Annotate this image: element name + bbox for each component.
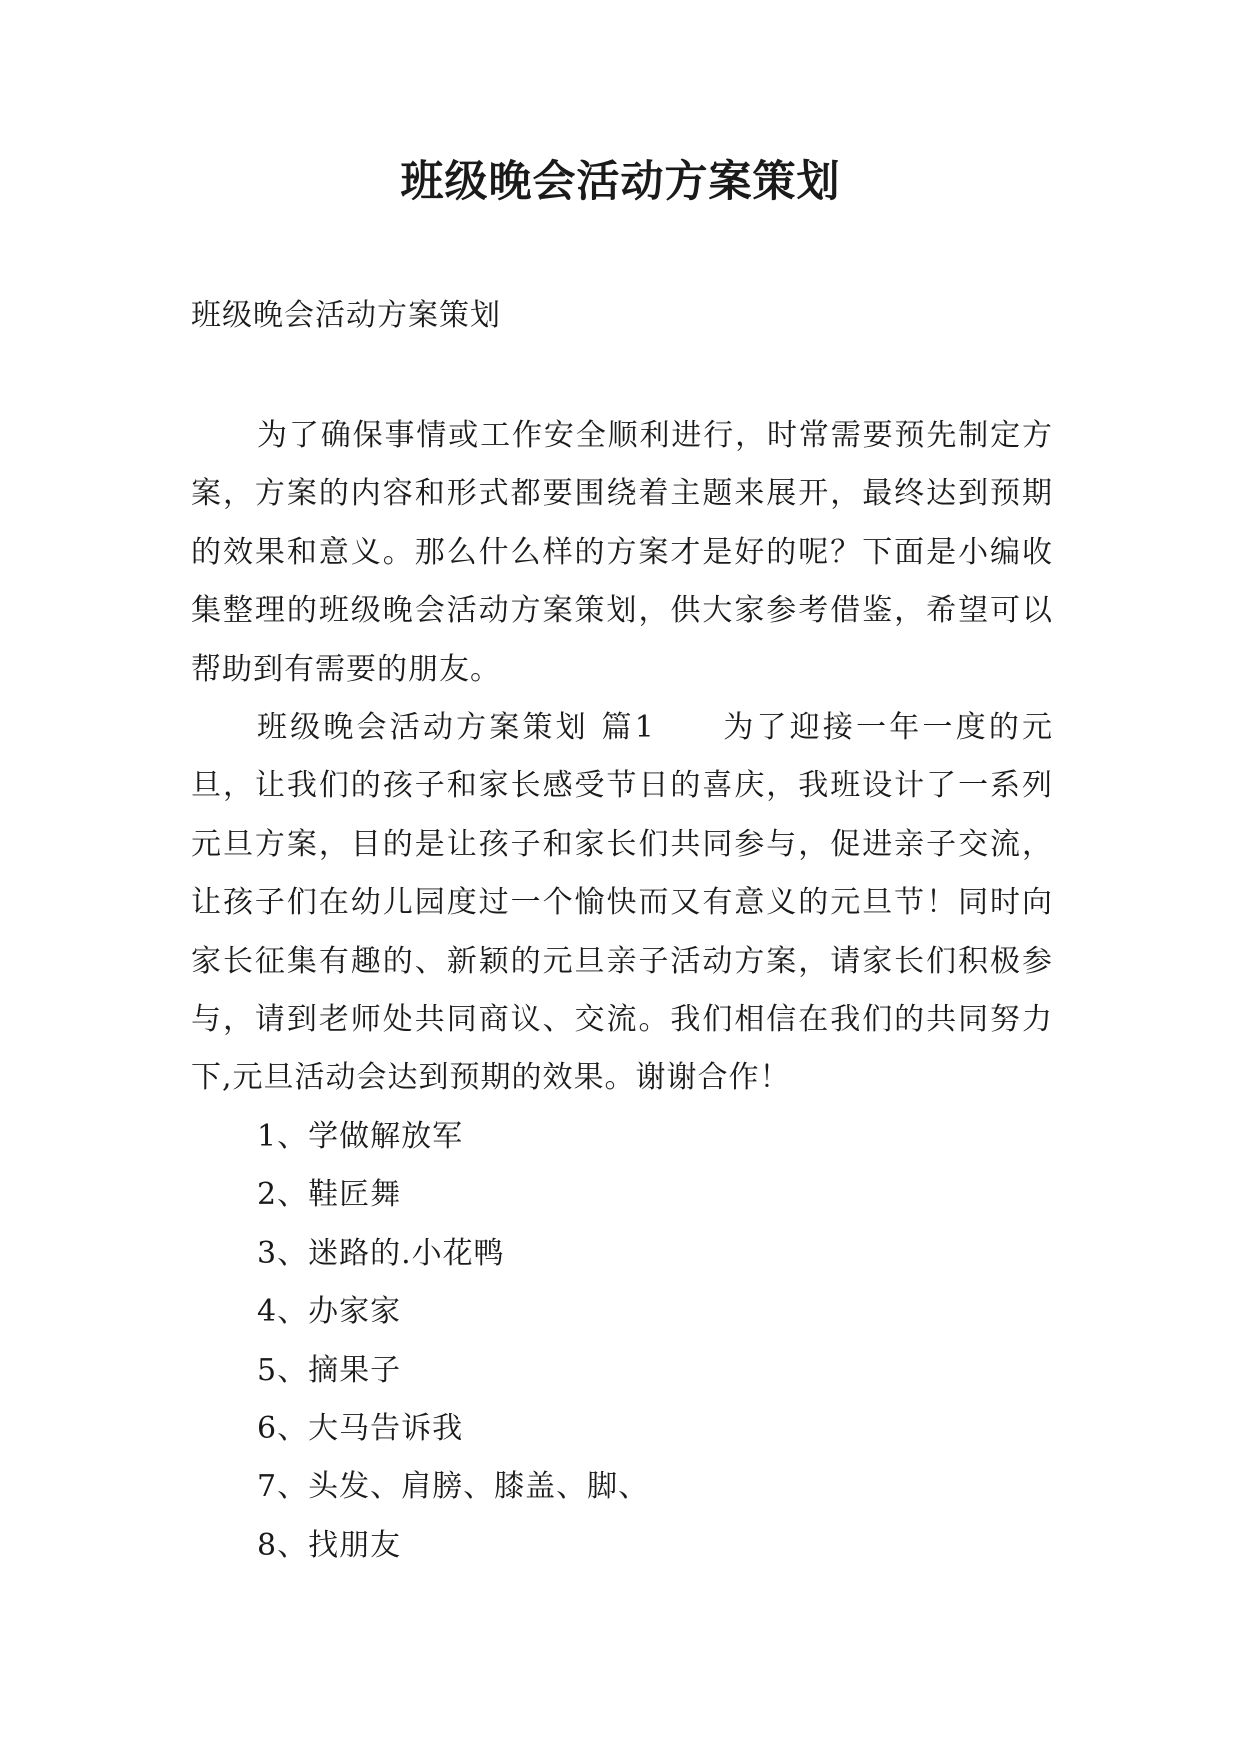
list-item: 6、大马告诉我 — [257, 1410, 464, 1446]
list-item: 5、摘果子 — [257, 1352, 402, 1388]
activity-list — [191, 1108, 1053, 1575]
list-item: 4、办家家 — [257, 1294, 402, 1330]
list-item: 1、学做解放军 — [257, 1118, 464, 1154]
document-subtitle: 班级晚会活动方案策划 — [191, 298, 501, 333]
list-item: 3、迷路的.小花鸭 — [257, 1235, 505, 1271]
document-title: 班级晚会活动方案策划 — [400, 157, 841, 207]
list-item: 8、找朋友 — [257, 1527, 402, 1563]
list-item: 7、头发、肩膀、膝盖、脚、 — [257, 1469, 650, 1505]
intro-paragraph: 为了确保事情或工作安全顺利进行，时常需要预先制定方案，方案的内容和形式都要围绕着主题来展开，最终达到预期的效果和意义。那么什么样的方案才是好的呢？下面是小编收集整理的班级晚会活动方案策划，供大家参考借鉴，希望可以帮助到有需要的朋友。 — [191, 418, 1053, 687]
list-item: 2、鞋匠舞 — [257, 1177, 402, 1213]
document-body — [191, 407, 1053, 1575]
section-paragraph: 班级晚会活动方案策划 篇1 为了迎接一年一度的元旦，让我们的孩子和家长感受节日的喜庆，我班设计了一系列元旦方案，目的是让孩子和家长们共同参与，促进亲子交流，让孩子们在幼儿园度过一个愉快而又有意义的元旦节！同时向家长征集有趣的、新颖的元旦亲子活动方案，请家长们积极参与，请到老师处共同商议、交流。我们相信在我们的共同努力下,元旦活动会达到预期的效果。谢谢合作！ — [191, 710, 1053, 1096]
